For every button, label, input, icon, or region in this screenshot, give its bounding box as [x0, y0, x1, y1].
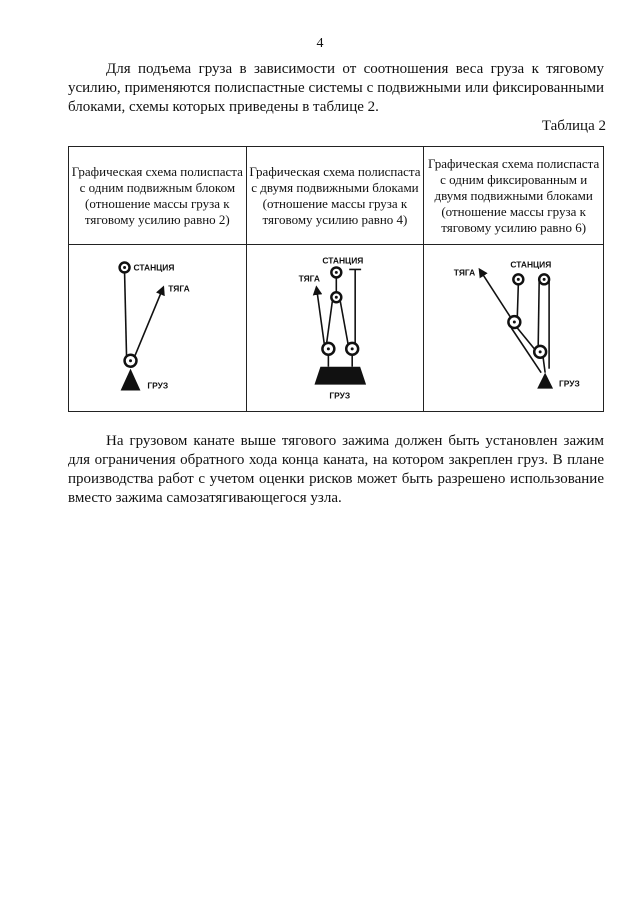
diagram-cell-3: [424, 245, 604, 412]
load-weight-icon: [537, 373, 553, 389]
load-label: ГРУЗ: [559, 378, 581, 389]
station-anchor-icon: [120, 263, 130, 273]
diagram-cell-1: [69, 245, 247, 412]
pulley-schemes-table: [68, 146, 604, 412]
movable-pulley-left-icon: [322, 343, 334, 355]
closing-paragraph: На грузовом канате выше тягового зажима должен быть установлен зажим для ограничения обратного хода конца каната, на котором закреплен груз. В плане производства работ с учетом оценки рисков может быть разрешено использование вместо зажима самозатягивающегося узла.: [68, 433, 604, 506]
station-label: СТАНЦИЯ: [322, 255, 363, 266]
pull-label: ТЯГА: [168, 283, 190, 294]
movable-pulley-upper-icon: [509, 316, 521, 328]
intro-paragraph: Для подъема груза в зависимости от соотношения веса груза к тяговому усилию, применяются полиспастные системы с подвижными или фиксированными блоками, схемы которых приведены в таблице 2.: [68, 61, 604, 115]
table-diagram-row: [69, 245, 604, 412]
single-movable-block-diagram: [69, 245, 246, 411]
rope-line: [125, 272, 127, 356]
intermediate-pulley-icon: [331, 292, 341, 302]
pull-label: ТЯГА: [454, 267, 476, 278]
movable-pulley-icon: [125, 355, 137, 367]
load-label: ГРУЗ: [147, 380, 169, 391]
station-label: СТАНЦИЯ: [510, 259, 552, 270]
load-label: ГРУЗ: [329, 390, 350, 401]
table-header-row: [69, 147, 604, 245]
pull-arrow: [134, 287, 163, 356]
movable-pulley-lower-icon: [534, 346, 546, 358]
movable-pulley-right-icon: [346, 343, 358, 355]
fixed-pulley-icon: [539, 274, 549, 284]
pull-arrow: [316, 287, 324, 345]
station-anchor-left-icon: [514, 274, 524, 284]
page-number: 4: [316, 36, 324, 51]
station-label: СТАНЦИЯ: [133, 262, 175, 273]
load-weight-icon: [314, 367, 366, 385]
pull-arrow: [480, 269, 511, 317]
station-anchor-icon: [331, 267, 341, 277]
two-movable-blocks-diagram: [247, 245, 424, 411]
pull-label: ТЯГА: [298, 273, 320, 284]
diagram-cell-2: [246, 245, 424, 412]
load-weight-icon: [121, 369, 141, 391]
table-caption: Таблица 2: [541, 118, 606, 134]
column-header-3: Графическая схема полиспаста с одним фиксированным и двумя подвижными блоками (отношение массы груза к тяговому усилию равно 6): [424, 147, 604, 245]
fixed-and-two-movable-blocks-diagram: [424, 245, 603, 411]
column-header-2: Графическая схема полиспаста с двумя подвижными блоками (отношение массы груза к тяговому усилию равно 4): [246, 147, 424, 245]
column-header-1: Графическая схема полиспаста с одним подвижным блоком (отношение массы груза к тяговому усилию равно 2): [69, 147, 247, 245]
